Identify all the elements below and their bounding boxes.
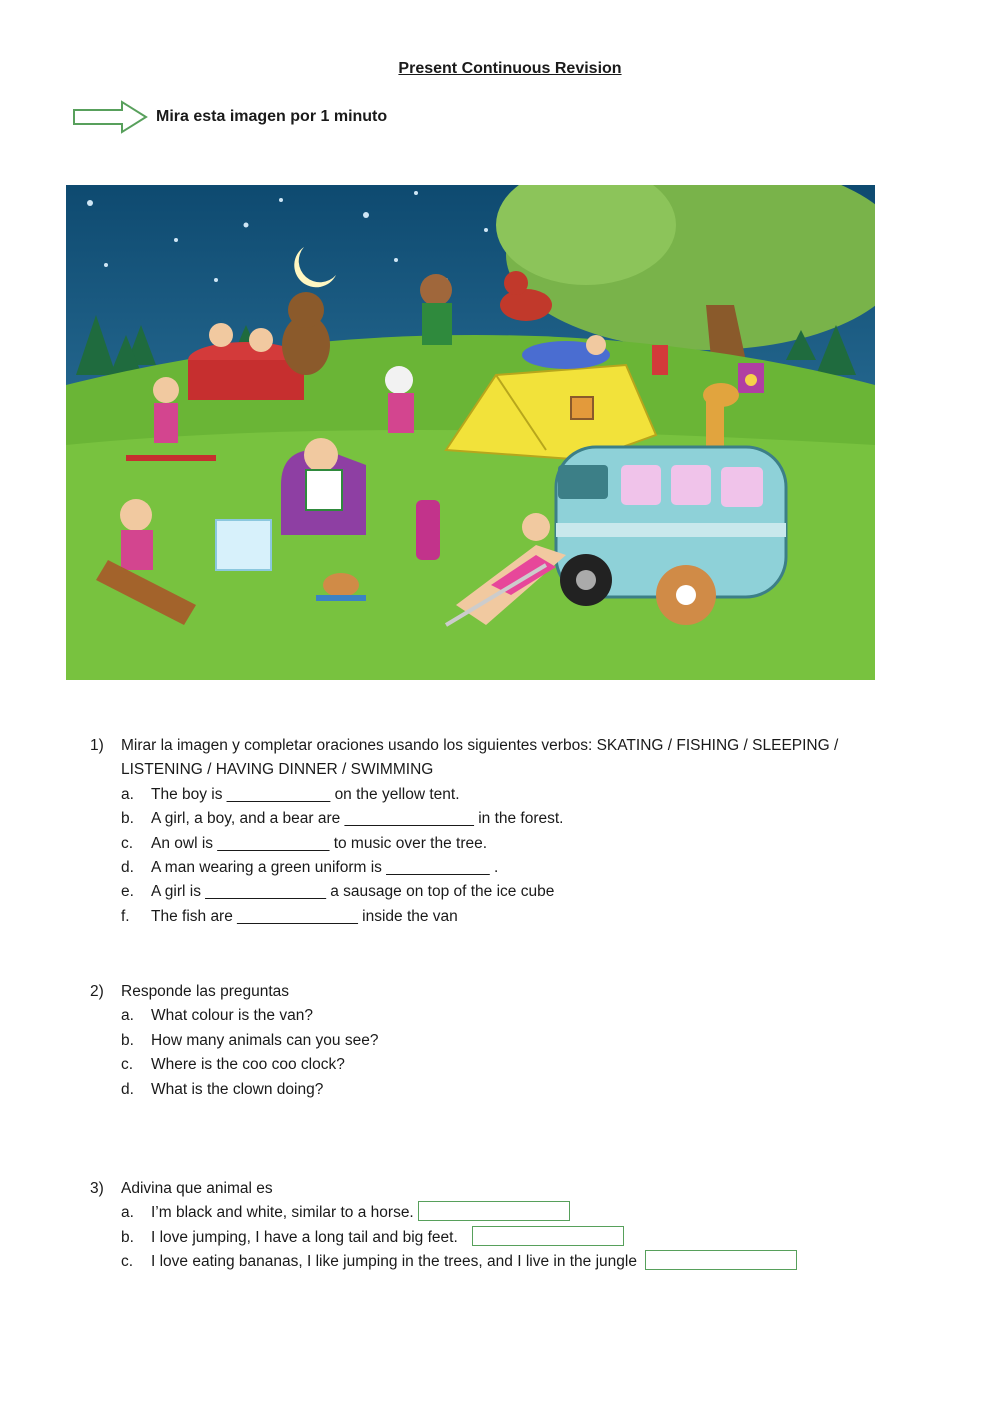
- item-letter: a.: [121, 785, 134, 803]
- question-number: 1): [90, 737, 104, 754]
- list-item: [90, 1250, 901, 1274]
- answer-input[interactable]: [472, 1226, 624, 1246]
- item-letter: d.: [121, 859, 134, 877]
- instruction-text: Mira esta imagen por 1 minuto: [156, 108, 388, 125]
- item-text: What colour is the van?: [151, 1007, 313, 1025]
- question-number: 3): [90, 1180, 104, 1197]
- item-text: I love eating bananas, I like jumping in the trees, and I live in the jungle: [151, 1253, 637, 1271]
- list-item: [90, 1004, 901, 1028]
- question-number: 2): [90, 983, 104, 1000]
- item-text: I’m black and white, similar to a horse.: [151, 1204, 414, 1222]
- item-letter: c.: [121, 1253, 134, 1271]
- list-item: [90, 1029, 901, 1053]
- question-prompt: Mirar la imagen y completar oraciones usando los siguientes verbos: SKATING / FISHING / SLEEPING /: [121, 737, 839, 754]
- item-letter: b.: [121, 1031, 134, 1049]
- item-text: A man wearing a green uniform is ____________ .: [151, 859, 499, 877]
- item-text: I love jumping, I have a long tail and big feet.: [151, 1228, 458, 1246]
- list-item: [90, 1226, 901, 1250]
- item-letter: d.: [121, 1080, 134, 1098]
- list-item: [90, 832, 901, 856]
- item-text: Where is the coo coo clock?: [151, 1056, 345, 1074]
- list-item: [90, 905, 901, 929]
- arrow-right-icon: [72, 100, 148, 134]
- item-text: What is the clown doing?: [151, 1080, 324, 1098]
- item-letter: c.: [121, 834, 134, 852]
- instruction-row: [72, 100, 387, 134]
- question-prompt: Adivina que animal es: [121, 1180, 273, 1197]
- list-item: [90, 1078, 901, 1102]
- answer-input[interactable]: [645, 1250, 797, 1270]
- item-letter: f.: [121, 907, 130, 925]
- list-item: [90, 807, 901, 831]
- question-prompt-continued: LISTENING / HAVING DINNER / SWIMMING: [121, 761, 434, 779]
- answer-input[interactable]: [418, 1201, 570, 1221]
- item-letter: b.: [121, 1228, 134, 1246]
- question-prompt: Responde las preguntas: [121, 983, 290, 1000]
- page-title: Present Continuous Revision: [398, 60, 622, 77]
- item-text: How many animals can you see?: [151, 1031, 379, 1049]
- item-text: A girl is ______________ a sausage on top of the ice cube: [151, 883, 555, 901]
- list-item: [90, 1201, 901, 1225]
- camping-scene-illustration: [66, 185, 875, 680]
- item-letter: a.: [121, 1007, 134, 1025]
- list-item: [90, 856, 901, 880]
- item-letter: b.: [121, 810, 134, 828]
- item-letter: c.: [121, 1056, 134, 1074]
- section-2: [90, 980, 901, 1102]
- list-item: [90, 783, 901, 807]
- list-item: [90, 880, 901, 904]
- item-letter: a.: [121, 1204, 134, 1222]
- item-text: An owl is _____________ to music over the tree.: [151, 834, 488, 852]
- list-item: [90, 1053, 901, 1077]
- item-text: The fish are ______________ inside the van: [151, 907, 458, 925]
- item-letter: e.: [121, 883, 134, 901]
- item-text: The boy is ____________ on the yellow tent.: [151, 785, 460, 803]
- section-1: [90, 734, 901, 929]
- section-3: [90, 1177, 901, 1275]
- item-text: A girl, a boy, and a bear are _______________ in the forest.: [151, 810, 564, 828]
